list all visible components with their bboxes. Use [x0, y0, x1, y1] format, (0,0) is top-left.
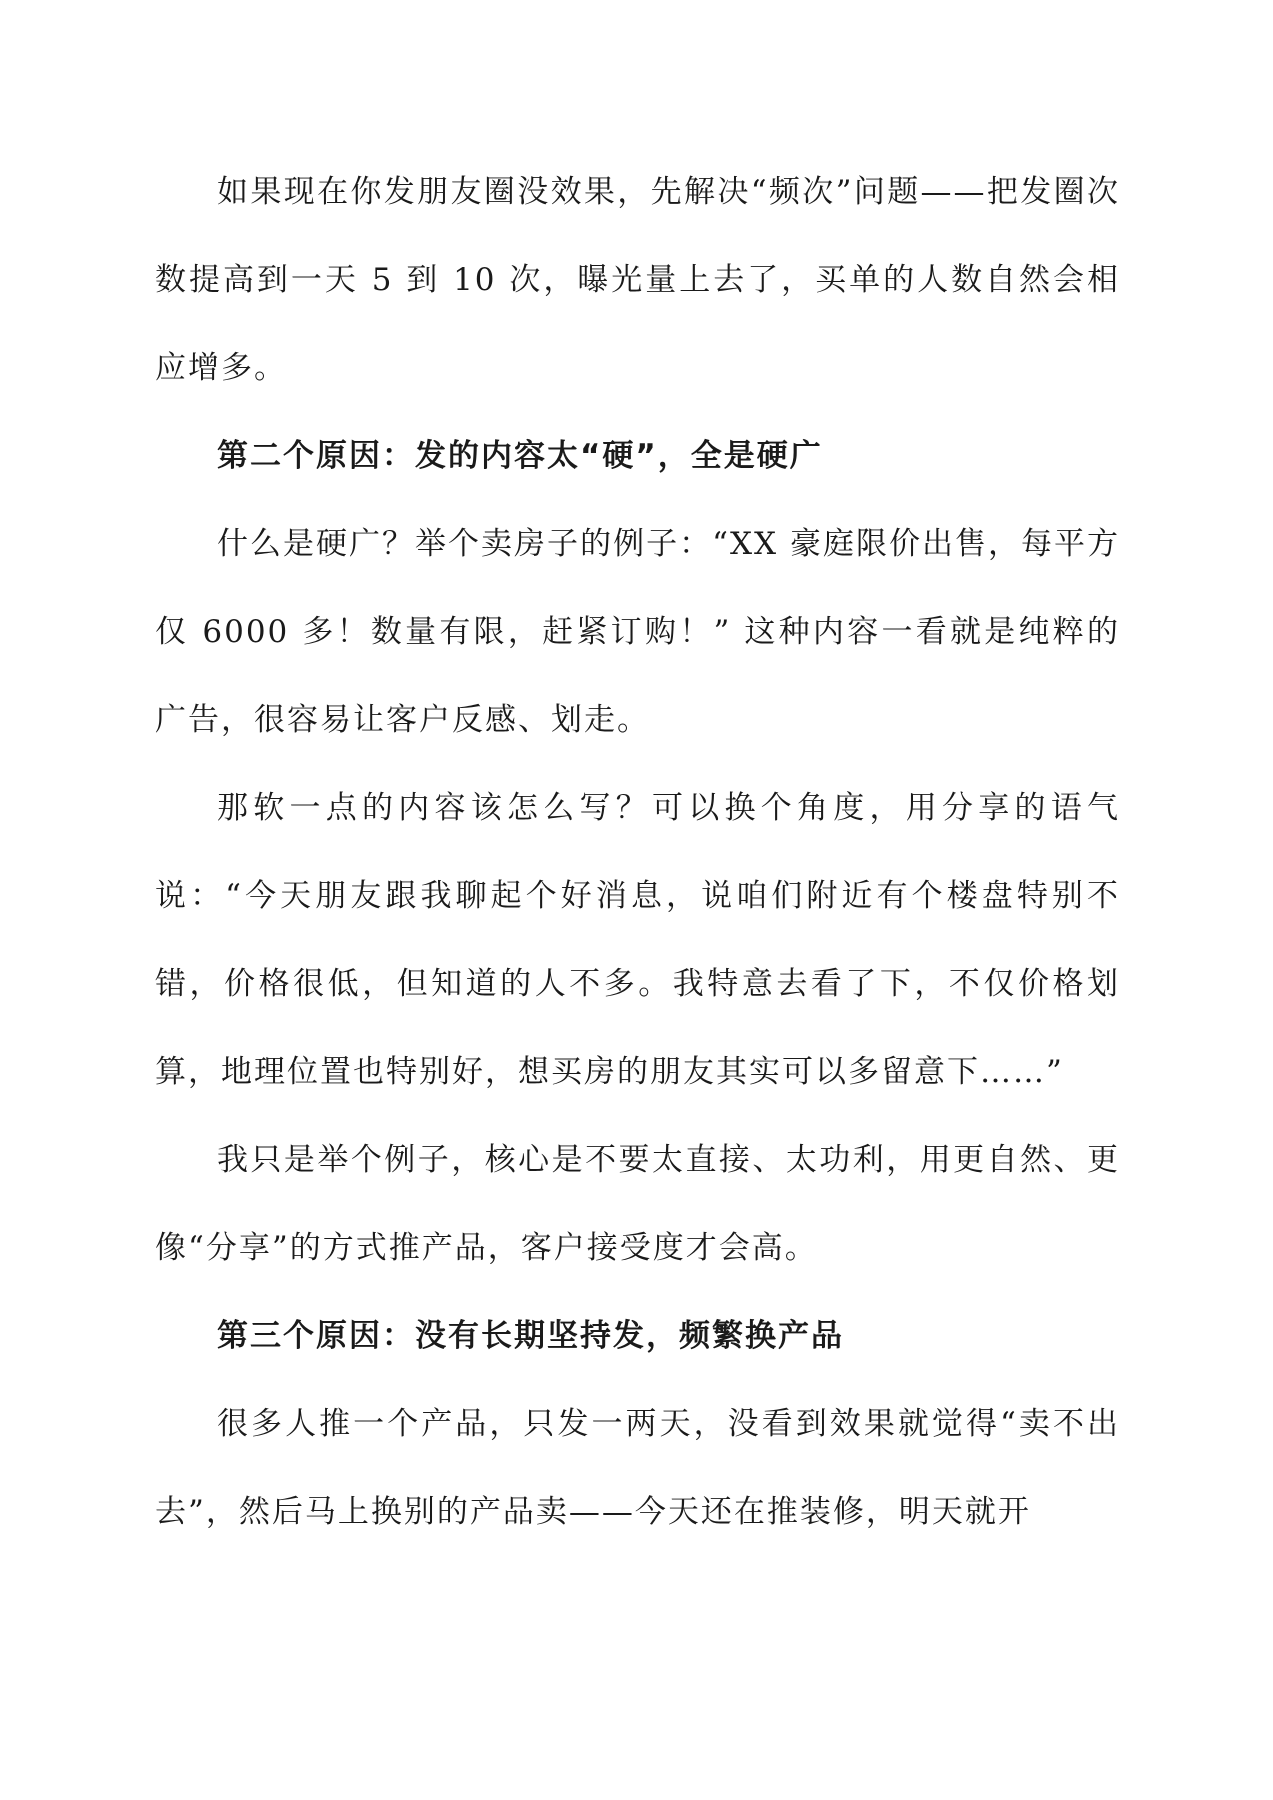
- paragraph-switching-products: 很多人推一个产品，只发一两天，没看到效果就觉得“卖不出去”，然后马上换别的产品卖——今天还在推装修，明天就开: [155, 1406, 1120, 1530]
- paragraph-hard-ad-example: 什么是硬广？举个卖房子的例子：“XX 豪庭限价出售，每平方仅 6000 多！数量有限，赶紧订购！” 这种内容一看就是纯粹的广告，很容易让客户反感、划走。: [155, 526, 1120, 738]
- paragraph-soft-content-example: 那软一点的内容该怎么写？可以换个角度，用分享的语气说：“今天朋友跟我聊起个好消息，说咱们附近有个楼盘特别不错，价格很低，但知道的人不多。我特意去看了下，不仅价格划算，地理位置也特别好，想买房的朋友其实可以多留意下……”: [155, 790, 1120, 1090]
- paragraph-core-advice: 我只是举个例子，核心是不要太直接、太功利，用更自然、更像“分享”的方式推产品，客户接受度才会高。: [155, 1142, 1120, 1266]
- document-body: [155, 148, 1120, 1556]
- paragraph-frequency-solution: 如果现在你发朋友圈没效果，先解决“频次”问题——把发圈次数提高到一天 5 到 10 次，曝光量上去了，买单的人数自然会相应增多。: [155, 174, 1120, 386]
- heading-reason-three: 第三个原因：没有长期坚持发，频繁换产品: [217, 1318, 844, 1354]
- heading-reason-two: 第二个原因：发的内容太“硬”，全是硬广: [217, 438, 823, 474]
